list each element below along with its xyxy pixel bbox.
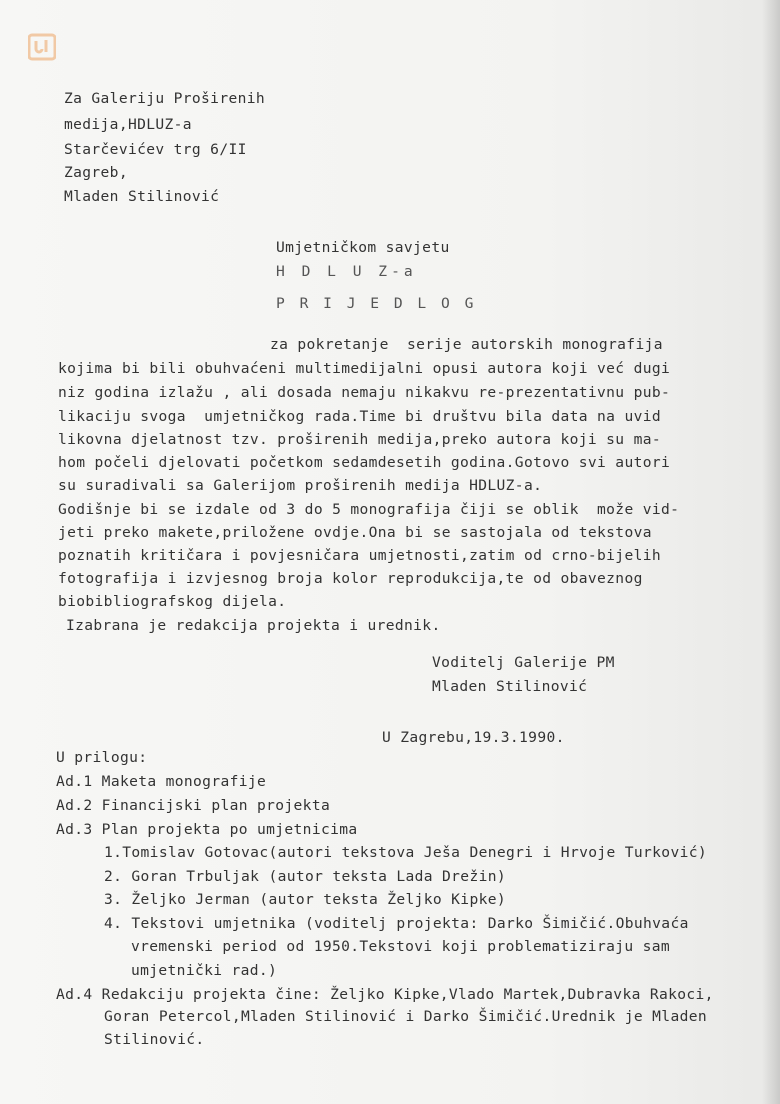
body-line: niz godina izlažu , ali dosada nemaju nikakvu re-prezentativnu pub- [58, 384, 671, 401]
attachment-subitem: vremenski period od 1950.Tekstovi koji problematiziraju sam [131, 938, 671, 955]
archive-logo-icon [28, 33, 56, 61]
attachment-subitem: 3. Željko Jerman (autor teksta Željko Kipke) [104, 891, 506, 908]
address-line: Starčevićev trg 6/II [64, 141, 247, 158]
body-line: Izabrana je redakcija projekta i urednik. [66, 617, 441, 634]
address-line: Zagreb, [64, 164, 128, 181]
body-line: likaciju svoga umjetničkog rada.Time bi društvu bila data na uvid [58, 408, 661, 425]
signature-line: Voditelj Galerije PM [432, 654, 615, 671]
attachment-ad4: Goran Petercol,Mladen Stilinović i Darko Šimičić.Urednik je Mladen [104, 1008, 707, 1025]
recipient-line: Umjetničkom savjetu [276, 239, 450, 256]
attachment-item: Ad.1 Maketa monografije [56, 773, 267, 790]
body-line: poznatih kritičara i povjesničara umjetnosti,zatim od crno-bijelih [58, 547, 661, 564]
attachment-subitem: 2. Goran Trbuljak (autor teksta Lada Drežin) [104, 868, 506, 885]
attachments-title: U prilogu: [56, 749, 148, 766]
document-date: U Zagrebu,19.3.1990. [382, 729, 565, 746]
address-line: Mladen Stilinović [64, 188, 220, 205]
recipient-line: H D L U Z-a [276, 263, 417, 280]
body-line: jeti preko makete,priložene ovdje.Ona bi se sastojala od tekstova [58, 524, 652, 541]
attachment-item: Ad.2 Financijski plan projekta [56, 797, 331, 814]
body-line: kojima bi bili obuhvaćeni multimedijalni opusi autora koji već dugi [58, 360, 671, 377]
body-line: Godišnje bi se izdale od 3 do 5 monografija čiji se oblik može vid- [58, 501, 680, 518]
attachment-ad4: Stilinović. [104, 1031, 205, 1048]
body-line: biobibliografskog dijela. [58, 593, 287, 610]
body-line: likovna djelatnost tzv. proširenih medija,preko autora koji su ma- [58, 431, 661, 448]
body-line: za pokretanje serije autorskih monografija [270, 336, 663, 353]
body-line: su suradivali sa Galerijom proširenih medija HDLUZ-a. [58, 477, 543, 494]
attachment-subitem: 4. Tekstovi umjetnika (voditelj projekta: Darko Šimičić.Obuhvaća [104, 915, 689, 932]
attachment-ad4: Ad.4 Redakciju projekta čine: Željko Kipke,Vlado Martek,Dubravka Rakoci, [56, 986, 714, 1003]
attachment-item: Ad.3 Plan projekta po umjetnicima [56, 821, 358, 838]
document-heading: P R I J E D L O G [276, 295, 477, 312]
signature-line: Mladen Stilinović [432, 678, 588, 695]
body-line: hom počeli djelovati početkom sedamdesetih godina.Gotovo svi autori [58, 454, 671, 471]
attachment-subitem: umjetnički rad.) [131, 962, 278, 979]
address-line: medija,HDLUZ-a [64, 116, 192, 133]
address-line: Za Galeriju Proširenih [64, 90, 265, 107]
body-line: fotografija i izvjesnog broja kolor reprodukcija,te od obaveznog [58, 570, 643, 587]
attachment-subitem: 1.Tomislav Gotovac(autori tekstova Ješa Denegri i Hrvoje Turković) [104, 844, 707, 861]
page-edge-shadow [762, 0, 780, 1104]
